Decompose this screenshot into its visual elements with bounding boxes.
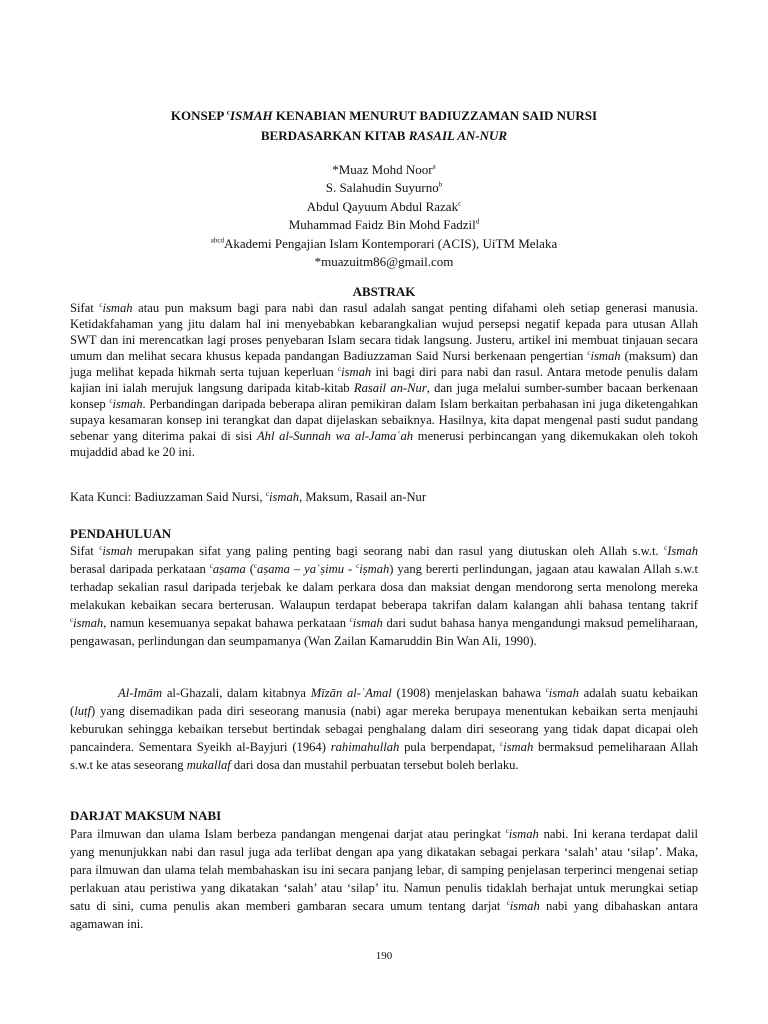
author-name: Abdul Qayuum Abdul Razak (306, 198, 459, 214)
italic-term: luṭf (74, 704, 91, 718)
italic-term: Ismah (667, 544, 698, 558)
ayn-mark: c (587, 348, 591, 357)
author-line (70, 179, 698, 197)
author-affil-mark: b (438, 181, 443, 190)
author-name: S. Salahudin Suyurno (325, 180, 439, 196)
italic-term: mukallaf (186, 758, 231, 772)
ayn-mark: c (337, 364, 342, 373)
text-run: Para ilmuwan dan ulama Islam berbeza pandangan mengenai darjat atau peringkat (70, 827, 506, 841)
ayn-mark: c (545, 685, 549, 694)
text-run: , namun kesemuanya sepakat bahawa perkataan (103, 616, 350, 630)
italic-term: ismah (102, 544, 133, 558)
italic-term: Rasail an-Nur (353, 381, 427, 395)
ayn-mark: c (99, 300, 103, 309)
page-number: 190 (375, 950, 393, 962)
italic-term: ismah (73, 616, 104, 630)
ayn-mark: c (500, 739, 504, 748)
darjat-paragraph (70, 825, 698, 933)
ayn-mark: c (209, 561, 213, 570)
abstract-heading: ABSTRAK (352, 284, 416, 299)
affil-mark: abcd (210, 236, 224, 245)
pendahuluan-paragraph-2 (70, 684, 698, 774)
author-affil-mark: d (475, 217, 480, 226)
text-run: ) yang disemadikan pada diri seseorang manusia (nabi) agar mereka berupaya menentukan kebaikan serta menjauhi keburukan sehingga kebaikan tersebut bertindak sebagai penghalang dalam diri seseorang yang tidak dapat dicapai oleh pancaindera. Sementara Syeikh al-Bayjuri (1964) (70, 704, 698, 754)
title-italic: ISMAH (230, 108, 273, 123)
title-line-2 (70, 126, 698, 146)
paper-title (70, 106, 698, 146)
text-run: . Perbandingan daripada beberapa aliran pemikiran dalam Islam berkaitan perbahasan ini juga diketengahkan supaya kesamaran konsep ini terangkat dan dapat dijelaskan sebaiknya. Hasilnya, kita dapat mengenal pasti sudut pandang sebenar yang diterima pakai di sisi (70, 397, 699, 443)
text-run: , dan juga melalui sumber-sumber bacaan berkenaan konsep (70, 381, 698, 411)
ayn-mark: c (99, 543, 103, 552)
italic-term: aṣama (212, 562, 246, 576)
text-run: bermaksud pemeliharaan Allah s.w.t ke atas seseorang (70, 740, 698, 772)
text-run: ini bagi diri para nabi dan rasul. Antara metode penulis dalam kajian ini ialah merujuk langsung daripada kitab-kitab (70, 365, 698, 395)
text-run: pula berpendapat, (399, 740, 501, 754)
abstract-paragraph (70, 300, 698, 460)
italic-term: ismah (268, 490, 300, 504)
italic-term: rahimahullah (330, 740, 400, 754)
affil-text: Akademi Pengajian Islam Kontemporari (ACIS), UiTM Melaka (223, 235, 558, 251)
ayn-mark: c (226, 108, 231, 117)
text-run: ( (245, 562, 254, 576)
section-heading-pendahuluan: PENDAHULUAN (70, 526, 172, 541)
author-line (70, 198, 698, 216)
ayn-mark: c (349, 615, 353, 624)
text-run: Sifat (70, 544, 100, 558)
ayn-mark: c (505, 826, 509, 835)
author-line (70, 216, 698, 234)
text-run: (1908) menjelaskan bahawa (391, 686, 546, 700)
title-text: KONSEP (170, 108, 227, 123)
author-line (70, 161, 698, 179)
author-affil-mark: a (432, 162, 436, 171)
ayn-mark: c (109, 396, 113, 405)
text-run: – (289, 562, 305, 576)
italic-term: Ahl al-Sunnah wa al-Jamaʿah (256, 429, 414, 443)
pendahuluan-paragraph-1 (70, 542, 698, 650)
ayn-mark: c (70, 615, 74, 624)
italic-term: ismah (112, 397, 143, 411)
title-italic: RASAIL AN-NUR (408, 128, 508, 143)
italic-term: ismah (548, 686, 579, 700)
text-run: (maksum) dan juga melihat kepada hikmah serta tujuan keperluan (70, 349, 698, 379)
italic-term: iṣmah (359, 562, 390, 576)
italic-term: ismah (509, 899, 540, 913)
title-text: KENABIAN MENURUT BADIUZZAMAN SAID NURSI (272, 108, 598, 123)
text-run: , Maksum, Rasail an-Nur (299, 490, 427, 504)
italic-term: ismah (508, 827, 539, 841)
email: *muazuitm86@gmail.com (314, 254, 454, 270)
text-run: atau pun maksum bagi para nabi dan rasul adalah sangat penting difahami oleh setiap generasi manusia. Ketidakfahaman yang jitu dalam hal ini menyebabkan kebarangkalian wujud persepsi negatif kepada para utusan Allah SWT dan ini merencatkan lagi proses penyebaran Islam secara tidak langsung. Justeru, artikel ini membuat tinjauan secara umum dan melihat secara khusus kepada pandangan Badiuzzaman Said Nursi berkenaan pengertian (70, 301, 698, 363)
text-run: berasal daripada perkataan (70, 562, 210, 576)
title-line-1 (70, 106, 698, 126)
italic-term: ismah (341, 365, 372, 379)
text-run: adalah suatu kebaikan ( (70, 686, 698, 718)
text-run: nabi yang dibahaskan antara agamawan ini. (70, 899, 699, 931)
text-run: dari dosa dan mustahil perbuatan tersebut boleh berlaku. (230, 758, 519, 772)
ayn-mark: c (356, 561, 360, 570)
italic-term: ismah (590, 349, 621, 363)
ayn-mark: c (265, 489, 269, 498)
author-block (70, 161, 698, 271)
ayn-mark: c (253, 561, 258, 570)
italic-term: yaʿṣimu (304, 562, 344, 576)
text-run: al-Ghazali, dalam kitabnya (162, 686, 311, 700)
italic-term: Mīzān al-ʿAmal (310, 686, 392, 700)
text-run: ) yang bererti perlindungan, jagaan atau kawalan Allah s.w.t terhadap sekalian rasul daripada terjebak ke dalam perkara dosa dan maksiat dengan mendorong serta menolong mereka melakukan kebaikan secara berterusan. Walaupun terdapat beberapa takrifan dalam kalangan ahli bahasa tentang takrif (70, 562, 699, 612)
text-run: nabi. Ini kerana terdapat dalil yang menunjukkan nabi dan rasul juga ada terlibat dengan apa yang dikatakan sebagai perkara ‘salah’ atau ‘silap’. Maka, para ilmuwan dan ulama telah membahaskan isu ini secara panjang lebar, di samping penjelasan terperinci mengenai setiap perlakuan atau peristiwa yang dikatakan ‘salah’ atau ‘silap’ itu. Namun penulis tidaklah berhajat untuk merungkai setiap satu di sini, cuma penulis akan memberi gambaran secara umum tentang darjat (70, 827, 698, 913)
text-run: dari sudut bahasa hanya mengandungi maksud pemeliharaan, pengawasan, perlindungan dan seumpamanya (Wan Zailan Kamaruddin Bin Wan Ali, 1990). (70, 616, 698, 648)
text-run: merupakan sifat yang paling penting bagi seorang nabi dan rasul yang diutuskan oleh Allah s.w.t. (132, 544, 665, 558)
title-text: BERDASARKAN KITAB (260, 128, 409, 143)
italic-term: ismah (503, 740, 534, 754)
italic-term: aṣama (257, 562, 290, 576)
text-run: Sifat (70, 301, 100, 315)
text-run: menerusi perbincangan yang dikemukakan oleh tokoh mujaddid abad ke 20 ini. (70, 429, 698, 459)
author-name: Muhammad Faidz Bin Mohd Fadzil (288, 217, 476, 233)
ayn-mark: c (506, 898, 510, 907)
italic-term: ismah (352, 616, 383, 630)
author-name: *Muaz Mohd Noor (332, 162, 433, 177)
section-heading-darjat: DARJAT MAKSUM NABI (70, 808, 222, 823)
ayn-mark: c (664, 543, 668, 552)
text-run: Kata Kunci: Badiuzzaman Said Nursi, (70, 490, 266, 504)
author-affil-mark: c (458, 199, 462, 208)
keywords (70, 489, 698, 505)
affiliation (70, 235, 698, 253)
text-run: - (344, 562, 357, 576)
italic-term: ismah (102, 301, 133, 315)
italic-term: Al-Imām (118, 686, 163, 700)
